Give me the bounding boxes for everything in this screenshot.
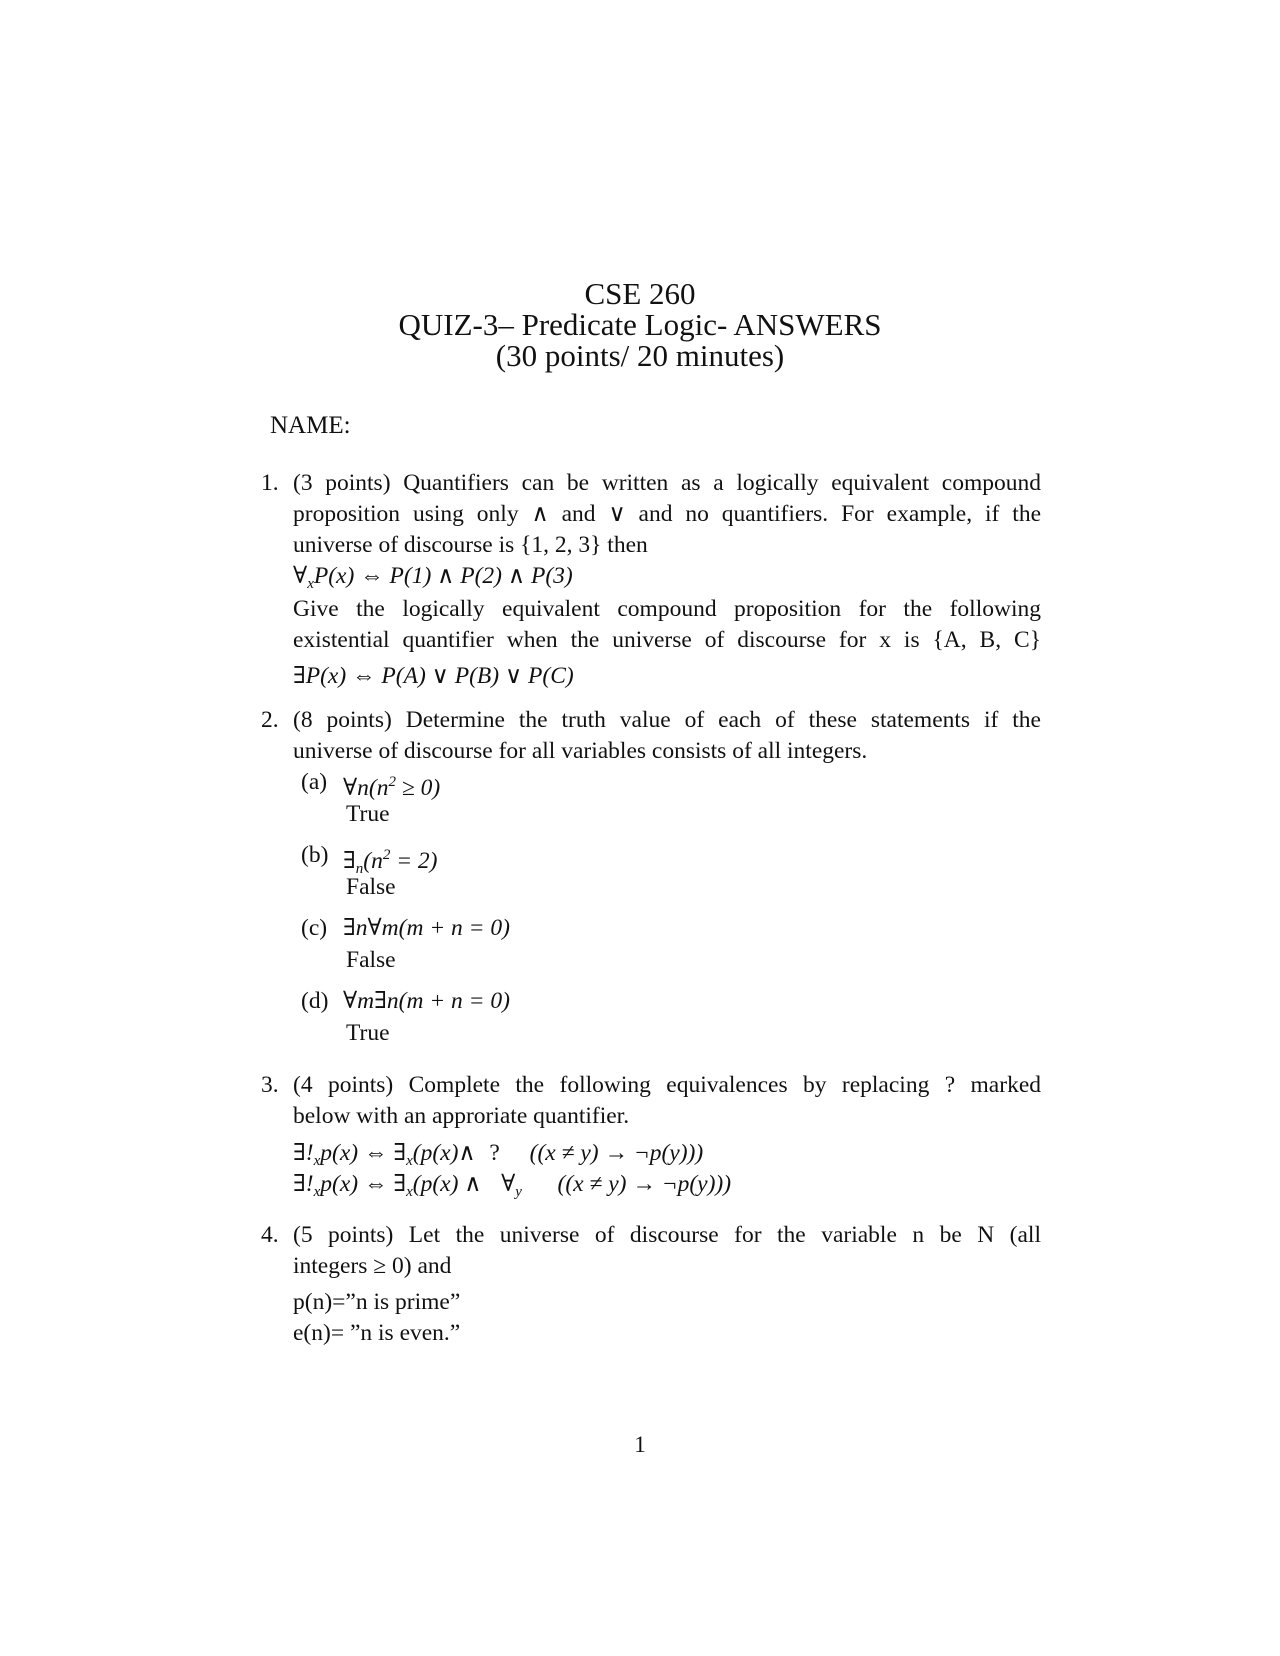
page-number: 1	[634, 1432, 646, 1457]
question-text-line: (5 points) Let the universe of discourse for the variable n be N (all	[293, 1222, 1041, 1248]
equivalence-2	[293, 1169, 1041, 1200]
question-number: 2.	[261, 707, 279, 733]
item-answer: True	[346, 1020, 390, 1046]
subscript: x	[313, 1184, 321, 1200]
formula-part: ((x ≠ y) → ¬p(y)))	[529, 1140, 704, 1166]
points-time: (30 points/ 20 minutes)	[495, 338, 785, 373]
item-formula: ∀m∃n(m + n = 0)	[343, 988, 510, 1014]
item-answer: False	[346, 874, 396, 900]
prompt-line: existential quantifier when the universe of discourse for x is {A, B, C}	[293, 627, 1041, 653]
definition-even: e(n)= ”n is even.”	[293, 1320, 461, 1346]
question-text-line: integers ≥ 0) and	[293, 1253, 452, 1279]
question-text-line: (8 points) Determine the truth value of each of these statements if the	[293, 707, 1041, 733]
formula-part: ∃!	[293, 1171, 314, 1197]
formula-part: (p(x) ∧	[412, 1171, 482, 1197]
question-text-line: universe of discourse is {1, 2, 3} then	[293, 532, 648, 558]
course-title: CSE 260	[584, 276, 696, 311]
subscript: x	[313, 1153, 321, 1169]
formula-part: p(x) ⇔ ∃	[320, 1171, 407, 1197]
question-number: 4.	[261, 1222, 279, 1248]
example-formula-text: P(x) ⇔ P(1) ∧ P(2) ∧ P(3)	[313, 563, 573, 589]
subscript: n	[355, 861, 364, 877]
filled-quantifier: ∀	[501, 1171, 516, 1197]
formula-part: = 2)	[390, 848, 438, 874]
question-number: 1.	[261, 470, 279, 496]
list-item	[301, 986, 701, 1059]
formula-part: (n	[363, 848, 383, 874]
question-text-line: (3 points) Quantifiers can be written as a logically equivalent compound	[293, 470, 1041, 496]
formula-part: ≥ 0)	[396, 775, 441, 801]
name-label: NAME:	[270, 412, 351, 439]
title-block	[0, 278, 1280, 371]
question-text-line: (4 points) Complete the following equivalences by replacing ? marked	[293, 1072, 1041, 1098]
quiz-title: QUIZ-3– Predicate Logic- ANSWERS	[398, 307, 882, 342]
superscript: 2	[388, 774, 397, 790]
item-label: (c)	[301, 915, 328, 941]
example-formula	[293, 561, 1041, 592]
question-number: 3.	[261, 1072, 279, 1098]
forall-subscript: x	[307, 576, 314, 592]
blank-marker: ?	[489, 1140, 500, 1166]
item-label: (d)	[301, 988, 329, 1014]
equivalence-1	[293, 1138, 1041, 1169]
item-label: (b)	[301, 842, 329, 868]
formula-part: ∃!	[293, 1140, 314, 1166]
superscript: 2	[382, 847, 391, 863]
definition-prime: p(n)=”n is prime”	[293, 1289, 461, 1315]
formula-part: (p(x)∧	[412, 1140, 476, 1166]
list-item	[301, 767, 701, 840]
formula-part: ∀n(n	[343, 775, 389, 801]
subscript: x	[406, 1153, 413, 1169]
subscript: x	[406, 1184, 413, 1200]
prompt-line: Give the logically equivalent compound proposition for the following	[293, 596, 1041, 622]
subscript: y	[515, 1184, 522, 1200]
item-label: (a)	[301, 769, 328, 795]
item-formula: ∃n∀m(m + n = 0)	[343, 915, 510, 941]
forall-symbol: ∀	[293, 563, 308, 589]
answer-formula: ∃P(x) ⇔ P(A) ∨ P(B) ∨ P(C)	[293, 663, 574, 689]
question-text-line: universe of discourse for all variables consists of all integers.	[293, 738, 868, 764]
item-answer: True	[346, 801, 390, 827]
question-text-line: below with an approriate quantifier.	[293, 1103, 630, 1129]
truth-value-list	[301, 767, 701, 1059]
formula-part: ((x ≠ y) → ¬p(y)))	[557, 1171, 732, 1197]
list-item	[301, 840, 701, 913]
formula-part: ∃	[343, 848, 356, 874]
formula-part: p(x) ⇔ ∃	[320, 1140, 407, 1166]
item-answer: False	[346, 947, 396, 973]
question-text-line: proposition using only ∧ and ∨ and no quantifiers. For example, if the	[293, 501, 1041, 527]
list-item	[301, 913, 701, 986]
